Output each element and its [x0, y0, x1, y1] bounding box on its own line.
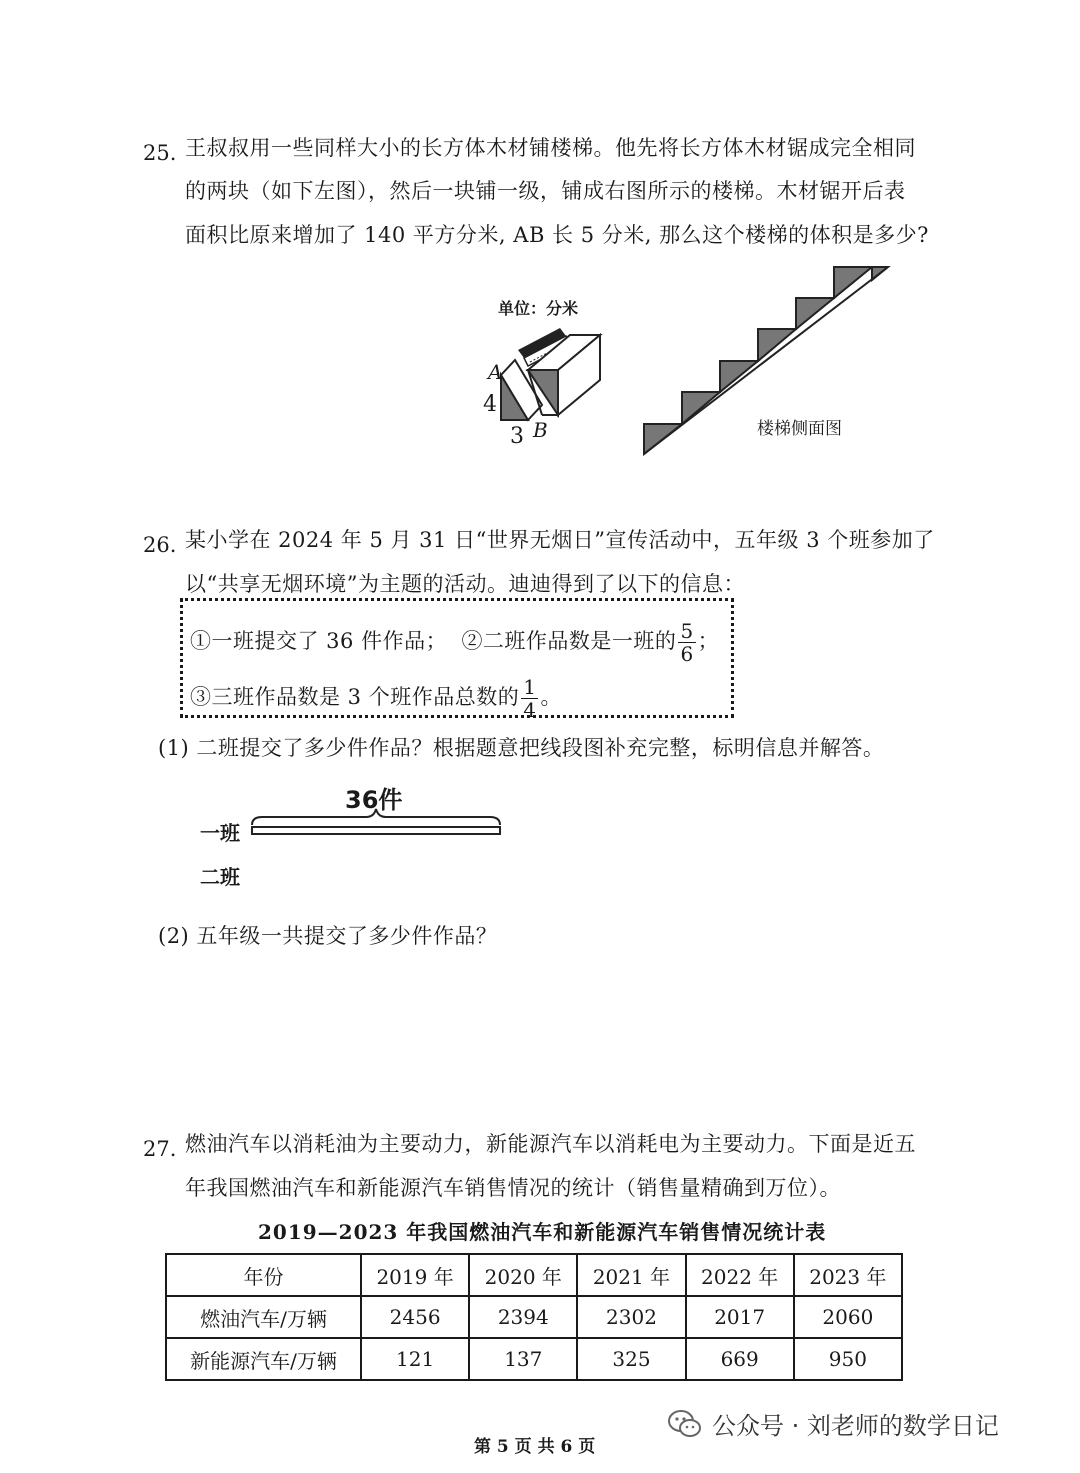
page-footer: 第 5 页 共 6 页	[474, 1437, 596, 1457]
label-a: A	[488, 360, 503, 384]
table-cell: 2456	[361, 1296, 469, 1338]
segment-diagram	[248, 805, 508, 841]
table-cell: 2019 年	[361, 1254, 469, 1296]
q26-number: 26.	[143, 533, 177, 557]
table-title: 2019—2023 年我国燃油汽车和新能源汽车销售情况统计表	[258, 1220, 827, 1244]
wechat-icon	[668, 1409, 702, 1439]
q25-line-2: 的两块（如下左图），然后一块铺一级，铺成右图所示的楼梯。木材锯开后表	[185, 179, 906, 203]
table-cell: 2021 年	[577, 1254, 685, 1296]
table-cell: 2020 年	[469, 1254, 577, 1296]
q26-sub-1: (1) 二班提交了多少件作品？根据题意把线段图补充完整，标明信息并解答。	[158, 736, 885, 760]
label-4: 4	[483, 392, 497, 417]
q27-line-2: 年我国燃油汽车和新能源汽车销售情况的统计（销售量精确到万位）。	[185, 1176, 841, 1200]
q25-line-3: 面积比原来增加了 140 平方分米, AB 长 5 分米, 那么这个楼梯的体积是多少?	[185, 223, 929, 247]
segment-row-2: 二班	[200, 865, 240, 889]
table-cell: 950	[794, 1338, 902, 1380]
q27-number: 27.	[143, 1137, 177, 1161]
info-item-3: ③三班作品数是 3 个班作品总数的 $\frac{1}{4}$ 。	[190, 675, 562, 722]
table-cell: 2017	[686, 1296, 794, 1338]
watermark	[668, 1406, 999, 1441]
info-item-1: ①一班提交了 36 件作品； ②二班作品数是一班的 $\frac{5}{6}$ ；	[190, 619, 720, 666]
table-cell: 669	[686, 1338, 794, 1380]
table-cell: 新能源汽车/万辆	[166, 1338, 361, 1380]
table-cell: 年份	[166, 1254, 361, 1296]
table-cell: 2023 年	[794, 1254, 902, 1296]
q26-sub-2: (2) 五年级一共提交了多少件作品？	[158, 924, 498, 948]
table-cell: 121	[361, 1338, 469, 1380]
table-row	[166, 1338, 902, 1380]
table-cell: 325	[577, 1338, 685, 1380]
sales-table	[165, 1253, 903, 1381]
fraction-5-6: $\frac{5}{6}$	[680, 619, 694, 666]
q25-line-1: 王叔叔用一些同样大小的长方体木材铺楼梯。他先将长方体木材锯成完全相同	[185, 136, 916, 160]
label-3: 3	[510, 424, 524, 449]
table-header-row	[166, 1254, 902, 1296]
segment-top-label: 36件	[345, 786, 403, 814]
q26-line-2: 以“共享无烟环境”为主题的活动。迪迪得到了以下的信息：	[185, 572, 745, 596]
table-cell: 燃油汽车/万辆	[166, 1296, 361, 1338]
q26-line-1: 某小学在 2024 年 5 月 31 日“世界无烟日”宣传活动中，五年级 3 个班参加了	[185, 528, 935, 552]
q25-number: 25.	[143, 141, 177, 165]
table-cell: 137	[469, 1338, 577, 1380]
q27-line-1: 燃油汽车以消耗油为主要动力，新能源汽车以消耗电为主要动力。下面是近五	[185, 1132, 916, 1156]
table-cell: 2060	[794, 1296, 902, 1338]
table-cell: 2394	[469, 1296, 577, 1338]
table-cell: 2302	[577, 1296, 685, 1338]
table-row	[166, 1296, 902, 1338]
unit-label: 单位：分米	[498, 299, 579, 318]
watermark-text: 公众号 · 刘老师的数学日记	[712, 1412, 999, 1440]
stairs-caption: 楼梯侧面图	[757, 419, 842, 439]
fraction-1-4: $\frac{1}{4}$	[523, 675, 537, 722]
table-cell: 2022 年	[686, 1254, 794, 1296]
segment-row-1: 一班	[200, 821, 240, 845]
label-b: B	[533, 418, 548, 442]
